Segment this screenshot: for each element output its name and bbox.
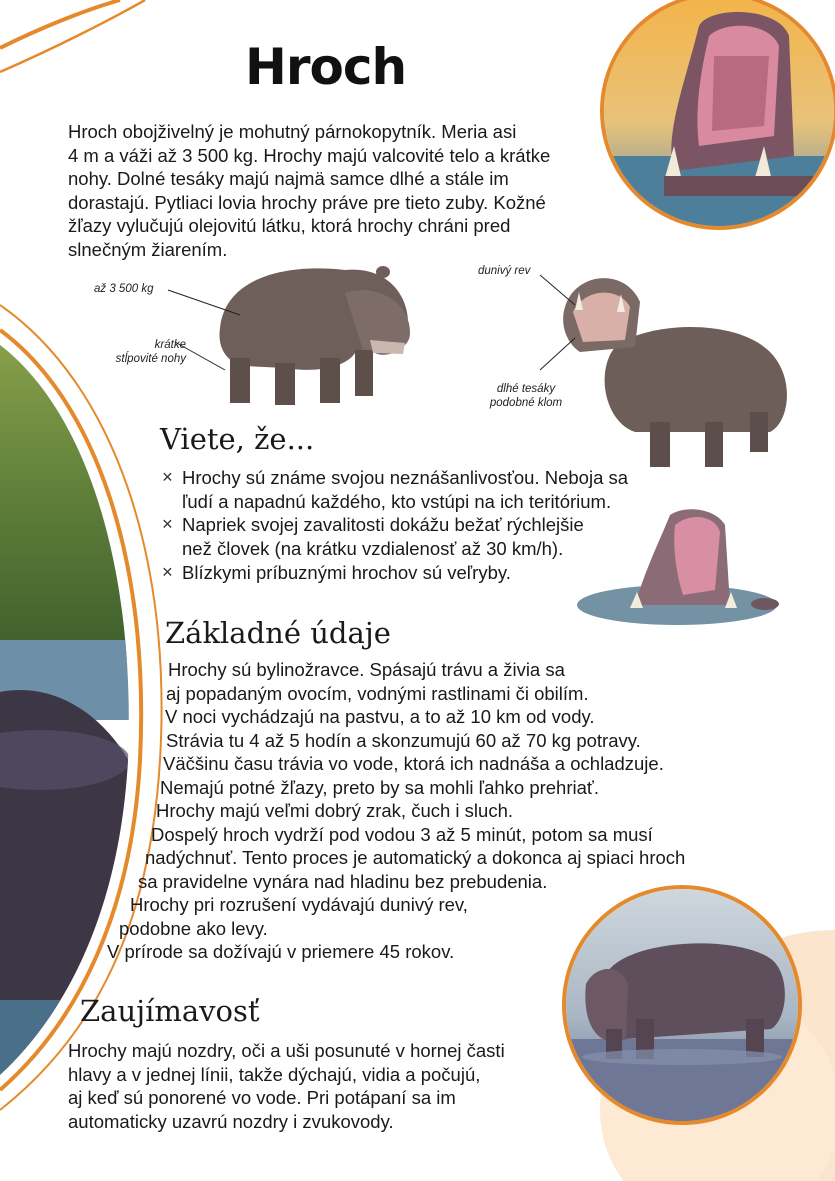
- intro-line: nohy. Dolné tesáky majú najmä samce dlhé a stále im: [68, 168, 509, 189]
- zaujimavost-paragraph: [68, 1039, 505, 1133]
- viete-item-line: než človek (na krátku vzdialenosť až 30 km/h).: [182, 537, 564, 559]
- zakladne-line: sa pravidelne vynára nad hladinu bez prebudenia.: [138, 870, 548, 892]
- zakladne-line: V noci vychádzajú na pastvu, a to až 10 km od vody.: [165, 706, 595, 727]
- zakladne-heading: Základné údaje: [165, 616, 391, 650]
- zakladne-line: Hrochy majú veľmi dobrý zrak, čuch i sluch.: [156, 800, 514, 821]
- legs-label-line: krátke: [154, 339, 186, 351]
- page-title: Hroch: [245, 38, 407, 96]
- intro-line: 4 m a váži až 3 500 kg. Hrochy majú valcovité telo a krátke: [68, 144, 551, 166]
- zaujimavost-line: Hrochy majú nozdry, oči a uši posunuté v hornej časti: [68, 1040, 505, 1061]
- zakladne-line: podobne ako levy.: [119, 917, 268, 939]
- intro-paragraph: [68, 120, 550, 261]
- hippo-water-photo: [575, 500, 780, 625]
- zakladne-line: Nemajú potné žľazy, preto by sa mohli ľahko prehriať.: [160, 776, 599, 798]
- viete-item-line: Hrochy sú známe svojou neznášanlivosťou. Neboja sa: [182, 467, 629, 488]
- viete-item-line: Blízkymi príbuznými hrochov sú veľryby.: [182, 562, 511, 583]
- intro-line: Hroch obojživelný je mohutný párnokopytník. Meria asi: [68, 121, 517, 142]
- legs-label-line: stĺpovité nohy: [115, 353, 186, 365]
- viete-item: [182, 513, 584, 560]
- zakladne-line: Dospelý hroch vydrží pod vodou 3 až 5 minút, potom sa musí: [151, 823, 653, 845]
- zakladne-line: Hrochy sú bylinožravce. Spásajú trávu a živia sa: [168, 659, 565, 680]
- viete-heading: Viete, že...: [160, 422, 315, 456]
- bullet-icon: ×: [162, 513, 173, 534]
- zakladne-line: Hrochy pri rozrušení vydávajú dunivý rev,: [130, 894, 468, 915]
- weight-label: až 3 500 kg: [94, 283, 154, 295]
- zakladne-line: V prírode sa dožívajú v priemere 45 rokov.: [107, 941, 455, 962]
- intro-line: dorastajú. Pytliaci lovia hrochy práve pre tieto zuby. Kožné: [68, 191, 546, 213]
- zakladne-line: nadýchnuť. Tento proces je automatický a dokonca aj spiaci hroch: [145, 847, 686, 868]
- viete-item-line: ľudí a napadnú každého, kto vstúpi na ich teritórium.: [182, 490, 612, 512]
- intro-line: žľazy vylučujú olejovitú látku, ktorá hrochy chráni pred: [68, 215, 511, 236]
- bullet-icon: ×: [162, 466, 173, 487]
- zaujimavost-line: aj keď sú ponorené vo vode. Pri potápaní sa im: [68, 1087, 456, 1108]
- tusks-label-line: dlhé tesáky: [496, 383, 556, 395]
- zakladne-paragraph: [0, 658, 685, 964]
- viete-item-line: Napriek svojej zavalitosti dokážu bežať rýchlejšie: [182, 514, 584, 535]
- tusks-label-line: podobné klom: [489, 397, 563, 409]
- bullet-icon: ×: [162, 561, 173, 582]
- tusks-label: [486, 382, 566, 410]
- roar-label: dunivý rev: [478, 265, 531, 277]
- intro-line: slnečným žiarením.: [68, 238, 228, 260]
- zakladne-line: aj popadaným ovocím, vodnými rastlinami či obilím.: [166, 682, 589, 704]
- zakladne-line: Väčšinu času trávia vo vode, ktorá ich nadnáša a ochladzuje.: [163, 753, 664, 774]
- viete-item: [182, 466, 628, 513]
- viete-item: [182, 561, 511, 585]
- zaujimavost-line: hlavy a v jednej línii, takže dýchajú, vidia a počujú,: [68, 1063, 481, 1085]
- legs-label: [108, 338, 186, 366]
- zaujimavost-heading: Zaujímavosť: [80, 994, 260, 1028]
- zaujimavost-line: automaticky uzavrú nozdry i zvukovody.: [68, 1110, 394, 1132]
- zakladne-line: Strávia tu 4 až 5 hodín a skonzumujú 60 až 70 kg potravy.: [166, 729, 641, 751]
